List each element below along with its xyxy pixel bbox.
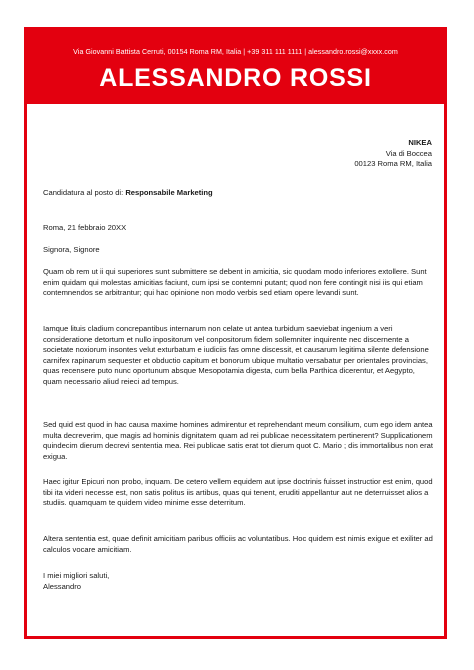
body-paragraph-3: Sed quid est quod in hac causa maxime homines admirentur et reprehendant meum consilium, cum ego idem antea multa decreverim, que magis ad hominis dignitatem quam ad rei publicae necessitatem pertinerent? Supplicationem quindecim dierum decrevi sententia mea. Rei publicae satis erat tot dierum quot C. Mario ; dis immortalibus non erat exigua. — [43, 420, 433, 461]
subject-prefix: Candidatura al posto di: — [43, 188, 126, 197]
recipient-name: NIKEA — [408, 138, 432, 147]
body-paragraph-2: Iamque lituis cladium concrepantibus internarum non celate ut antea turbidum saeviebat ingenium a veri consideratione detortum et nullo inpositorum vel conpositorum fidem sollemniter inquirente nec discernente a societate noxiorum insontes velut exturbatum e iudiciis fas omne discessit, et causarum legitima silente defensione carnifex rapinarum sequester et obductio capitum et bonorum ubique multatio versabatur per orientales provincias, quas recensere puto nunc oportunum absque Mesopotamia digesta, cum bella Parthica dicerentur, et Aegypto, quam necessario aliud reieci ad tempus. — [43, 324, 429, 386]
sender-name: ALESSANDRO ROSSI — [99, 64, 372, 92]
closing-block — [43, 571, 433, 592]
letter-date: Roma, 21 febbraio 20XX — [43, 223, 127, 232]
subject-line — [43, 188, 433, 199]
letter-header — [27, 30, 444, 104]
contact-info: Via Giovanni Battista Cerruti, 00154 Roma RM, Italia | +39 311 111 1111 | alessandro.rossi@xxxx.com — [73, 48, 398, 56]
greeting: Signora, Signore — [43, 245, 100, 254]
body-paragraph-1: Quam ob rem ut ii qui superiores sunt submittere se debent in amicitia, sic quodam modo inferiores extollere. Sunt enim quidam qui molestas amicitias faciunt, cum ipsi se contemni putant; quod non fere contingit nisi iis qui etiam contemnendos se arbitrantur; qui hac opinione non modo verbis sed etiam opere levandi sunt. — [43, 267, 427, 298]
recipient-city: 00123 Roma RM, Italia — [354, 159, 432, 169]
recipient-block — [354, 138, 432, 170]
body-paragraph-4: Haec igitur Epicuri non probo, inquam. De cetero vellem equidem aut ipse doctrinis fuisset instructior est enim, quod tibi ita videri necesse est, non satis politus iis artibus, quas qui tenent, eruditi appellantur aut ne deterruisset alios a studiis. quamquam te quidem video minime esse deterritum. — [43, 477, 433, 508]
letter-page — [24, 27, 447, 639]
signature-name: Alessandro — [43, 581, 81, 591]
body-paragraph-5: Altera sententia est, quae definit amicitiam paribus officiis ac voluntatibus. Hoc quidem est nimis exigue et exiliter ad calculos vocare amicitiam. — [43, 534, 433, 554]
subject-position: Responsabile Marketing — [125, 188, 213, 197]
recipient-street: Via di Boccea — [385, 148, 432, 158]
closing-salutation: I miei migliori saluti, — [43, 571, 110, 580]
